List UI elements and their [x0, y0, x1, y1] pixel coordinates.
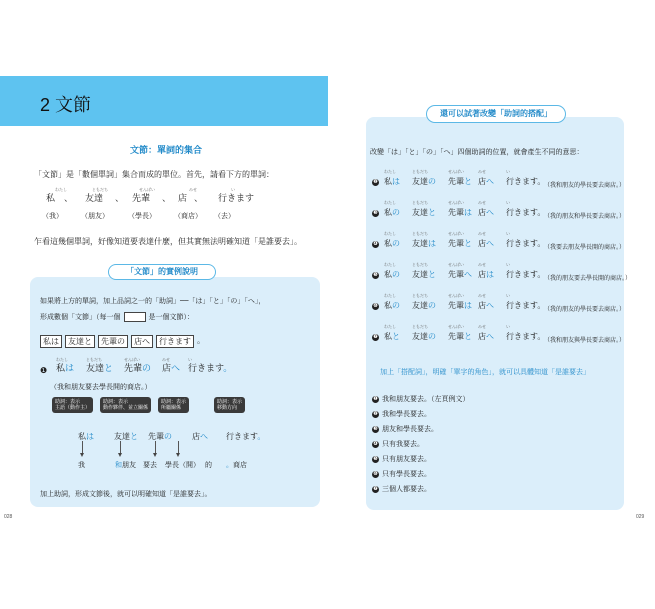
example-word	[506, 302, 545, 310]
particle: は	[486, 270, 494, 279]
ruby: わたし	[384, 169, 396, 174]
word-ruby: せんぱい	[139, 187, 155, 192]
example-word	[506, 333, 545, 341]
example-word	[448, 333, 472, 341]
example-number: ❸	[373, 210, 378, 216]
word-gloss: （朋友）	[81, 212, 109, 220]
word-main: 先輩	[448, 208, 464, 217]
example-translation: （我的朋友和學長要去商店。）	[544, 213, 626, 220]
word-main: 我	[78, 461, 85, 469]
particle-callout	[158, 397, 189, 413]
ruby: ともだち	[412, 169, 428, 174]
section-title: 文節：單詞的集合	[130, 145, 203, 155]
word-main: 朋友	[122, 461, 136, 469]
particle: へ	[486, 239, 494, 248]
segment-box: 私は	[40, 335, 62, 348]
word-main: 行きます。	[506, 239, 546, 248]
particle: へ	[486, 208, 494, 217]
answer-number: ❺	[373, 456, 378, 462]
translation-word	[143, 460, 157, 470]
word-main: 要去	[143, 461, 157, 469]
word-main: 行きます。	[506, 332, 546, 341]
ruby: みせ	[478, 262, 486, 267]
word-main: 行きます	[188, 364, 224, 374]
right-intro: 改變「は」「と」「の」「へ」四個助詞的位置，就會產生不同的意思：	[370, 148, 584, 156]
example-number: ❺	[373, 272, 378, 278]
example-word	[506, 240, 545, 248]
particle: 。	[223, 364, 233, 374]
answer-text: 朋友和學長要去。	[382, 425, 438, 433]
word-main: 友達	[86, 364, 105, 374]
answer-number: ❹	[373, 441, 378, 447]
example-number: ❻	[373, 303, 378, 309]
answer-number: ❷	[373, 411, 378, 417]
right-pill: 還可以試著改變「助詞的搭配」	[426, 105, 566, 123]
answer-number: ❸	[373, 426, 378, 432]
word-ruby: わたし	[55, 187, 67, 192]
particle: へ	[200, 432, 208, 441]
particle: の	[428, 332, 436, 341]
particle: は	[464, 208, 472, 217]
diagram	[30, 395, 320, 480]
right-note: 加上「搭配詞」，明確「單字的角色」，就可以具體知道「是誰要去」	[380, 368, 590, 376]
down-arrow	[153, 453, 157, 457]
particle: は	[428, 239, 436, 248]
ruby: ともだち	[412, 293, 428, 298]
word-main: 店	[192, 432, 200, 441]
callout-line: 助詞：表示	[217, 399, 243, 405]
word-main: 店	[162, 364, 172, 374]
example-word	[412, 333, 436, 341]
ruby: わたし	[384, 200, 396, 205]
word-separator: 、	[194, 194, 204, 204]
callout-line: 助詞：表示	[55, 399, 81, 405]
example-word	[384, 209, 400, 217]
example-word	[506, 271, 545, 279]
translation-word	[226, 460, 247, 470]
particle: へ	[486, 177, 494, 186]
example-word	[478, 302, 494, 310]
example-word	[412, 271, 436, 279]
down-line	[120, 441, 121, 453]
down-arrow	[80, 453, 84, 457]
ruby: みせ	[478, 169, 486, 174]
translation-word	[205, 460, 212, 470]
segment-box-sample	[124, 312, 146, 322]
diagram-word	[226, 431, 265, 442]
particle: と	[464, 177, 472, 186]
word-main: 友達	[412, 239, 428, 248]
answer-number: ❻	[373, 471, 378, 477]
word-main: 私	[78, 432, 86, 441]
down-arrow	[176, 453, 180, 457]
word-gloss: （去）	[214, 212, 235, 220]
particle: 和	[115, 461, 122, 469]
example-number: ❼	[373, 334, 378, 340]
word-gloss: （商店）	[174, 212, 202, 220]
example-translation: （我的朋友的學長要去商店。）	[544, 306, 626, 313]
page-number-left: 028	[4, 514, 13, 520]
answer-text: 只有我要去。	[382, 440, 424, 448]
word-main: 私	[384, 208, 392, 217]
word-list	[40, 188, 280, 226]
word-main: 私	[384, 177, 392, 186]
conclusion-text: 加上助詞，形成文節後，就可以明確知道「是誰要去」。	[40, 490, 212, 498]
word-ruby: い	[231, 187, 235, 192]
word-main: 先輩	[448, 270, 464, 279]
ruby: い	[506, 231, 510, 236]
ruby: わたし	[384, 262, 396, 267]
word-main: 行きます	[226, 432, 258, 441]
ruby: い	[506, 324, 510, 329]
ruby: みせ	[478, 293, 486, 298]
example-word	[478, 271, 494, 279]
word-separator: 、	[115, 194, 125, 204]
answer-text: 只有朋友要去。	[382, 455, 431, 463]
example-word	[412, 178, 436, 186]
answer-text: 三個人都要去。	[382, 485, 431, 493]
ruby: い	[188, 357, 192, 362]
word-main: 的	[205, 461, 212, 469]
example-word	[478, 178, 494, 186]
right-examples	[372, 169, 632, 350]
example-number: ❹	[373, 241, 378, 247]
example-word	[412, 302, 436, 310]
word-main: 友達	[412, 177, 428, 186]
example-word	[478, 240, 494, 248]
ruby: せんぱい	[448, 262, 464, 267]
word-main: 先輩	[448, 332, 464, 341]
example-word	[478, 333, 494, 341]
word-separator: 、	[162, 194, 172, 204]
word-gloss: （學長）	[128, 212, 156, 220]
diagram-word	[148, 431, 172, 442]
particle: と	[104, 364, 114, 374]
example-word	[86, 365, 113, 374]
example-word	[506, 209, 545, 217]
answer-text: 我和朋友要去。（左頁例文）	[382, 395, 470, 403]
word-text: 先輩	[132, 194, 151, 204]
particle: と	[464, 332, 472, 341]
word-separator: 、	[64, 194, 74, 204]
question-text: 乍看這幾個單詞，好像知道要表達什麼，但其實無法明確知道「是誰要去」。	[34, 237, 302, 246]
ruby: い	[506, 262, 510, 267]
ruby: みせ	[478, 200, 486, 205]
example-word	[448, 178, 472, 186]
callout-line: 助詞：表示	[161, 399, 187, 405]
word-main: 店	[478, 332, 486, 341]
translation-word	[78, 460, 85, 470]
callout-line: 移動方向	[217, 405, 238, 411]
example-word	[478, 209, 494, 217]
example-pill: 「文節」的實例說明	[108, 264, 216, 280]
example-translation: （我要去朋友學長開的商店。）	[544, 244, 626, 251]
particle: の	[392, 208, 400, 217]
word-main: 先輩	[124, 364, 143, 374]
word-main: 行きます。	[506, 208, 546, 217]
example-word	[56, 365, 74, 374]
ruby: ともだち	[412, 324, 428, 329]
ruby: ともだち	[412, 231, 428, 236]
callout-line: 主語（動作主）	[55, 405, 91, 411]
particle: の	[428, 301, 436, 310]
answer-text: 我和學長要去。	[382, 410, 431, 418]
word-main: 店	[478, 208, 486, 217]
ruby: せんぱい	[448, 293, 464, 298]
word-main: 私	[384, 270, 392, 279]
particle: へ	[171, 364, 181, 374]
example-word	[384, 178, 400, 186]
answer-number: ❼	[373, 486, 378, 492]
particle-callout	[214, 397, 245, 413]
segment-box: 店へ	[131, 335, 153, 348]
word-text: 店	[178, 194, 188, 204]
word-main: 私	[384, 239, 392, 248]
example-number: ❷	[373, 179, 378, 185]
ruby: ともだち	[86, 357, 102, 362]
example-1-translation: （我和朋友要去學長開的商店。）	[50, 383, 152, 391]
intro-text: 「文節」是「數個單詞」集合而成的單位。首先，請看下方的單詞：	[34, 170, 274, 179]
translation-word	[115, 460, 136, 470]
word-main: 店	[478, 301, 486, 310]
word-main: 友達	[412, 208, 428, 217]
word-main: 先輩	[448, 177, 464, 186]
word-main: 私	[56, 364, 66, 374]
word-main: 先輩	[448, 301, 464, 310]
answer-text: 只有學長要去。	[382, 470, 431, 478]
example-number: ❶	[40, 366, 48, 375]
segment-end: 。	[197, 336, 205, 345]
example-translation: （我的朋友要去學長開的商店。）	[544, 275, 632, 282]
example-word	[448, 302, 472, 310]
word-main: 學長（開）	[165, 461, 200, 469]
answer-number: ❶	[373, 396, 378, 402]
callout-line: 助詞：表示	[103, 399, 129, 405]
particle-callout	[100, 397, 151, 413]
particle: と	[428, 270, 436, 279]
example-word	[384, 240, 400, 248]
diagram-word	[78, 431, 94, 442]
callout-line: 所屬關係	[161, 405, 182, 411]
segment-box: 友達と	[65, 335, 95, 348]
ruby: せんぱい	[124, 357, 140, 362]
word-text: 友達	[85, 194, 104, 204]
word-main: 友達	[412, 332, 428, 341]
ruby: みせ	[478, 231, 486, 236]
example-word	[188, 365, 232, 374]
particle: と	[428, 208, 436, 217]
ruby: ともだち	[412, 262, 428, 267]
ruby: わたし	[56, 357, 68, 362]
segment-box: 行きます	[156, 335, 194, 348]
ruby: い	[506, 200, 510, 205]
particle: の	[392, 239, 400, 248]
particle: の	[142, 364, 152, 374]
ruby: せんぱい	[448, 324, 464, 329]
word-main: 友達	[412, 270, 428, 279]
ruby: せんぱい	[448, 169, 464, 174]
ruby: わたし	[384, 324, 396, 329]
example-word	[448, 271, 472, 279]
particle: の	[392, 301, 400, 310]
word-text: 行きます	[218, 194, 255, 204]
ruby: みせ	[478, 324, 486, 329]
particle: 。	[226, 461, 233, 469]
particle: へ	[464, 270, 472, 279]
down-line	[155, 441, 156, 453]
word-main: 私	[384, 332, 392, 341]
word-gloss: （我）	[42, 212, 63, 220]
diagram-word	[192, 431, 208, 442]
word-text: 私	[46, 194, 56, 204]
example-word	[384, 333, 400, 341]
particle: の	[392, 270, 400, 279]
word-main: 私	[384, 301, 392, 310]
example-translation: （我和朋友與學長要去商店。）	[544, 337, 626, 344]
word-main: 先輩	[448, 239, 464, 248]
example-word	[384, 271, 400, 279]
example-word	[448, 209, 472, 217]
word-main: 店	[478, 270, 486, 279]
word-main: 行きます。	[506, 270, 546, 279]
example-translation: （我和朋友的學長要去商店。）	[544, 182, 626, 189]
word-main: 友達	[114, 432, 130, 441]
ruby: わたし	[384, 231, 396, 236]
page-number-right: 029	[636, 514, 645, 520]
para2: 形成數個「文節」（每一個 是一個文節）：	[40, 313, 194, 321]
word-main: 友達	[412, 301, 428, 310]
example-word	[448, 240, 472, 248]
word-main: 店	[478, 239, 486, 248]
particle: は	[86, 432, 94, 441]
word-main: 行きます。	[506, 301, 546, 310]
down-line	[178, 441, 179, 453]
particle: は	[464, 301, 472, 310]
particle: 。	[257, 432, 266, 441]
segment-box: 先輩の	[98, 335, 128, 348]
particle: の	[164, 432, 172, 441]
word-main: 店	[478, 177, 486, 186]
page-title: 2 文節	[40, 95, 92, 115]
particle: は	[65, 364, 75, 374]
example-word	[412, 209, 436, 217]
word-main: 商店	[233, 461, 247, 469]
translation-word	[165, 460, 200, 470]
word-ruby: ともだち	[92, 187, 108, 192]
particle: の	[428, 177, 436, 186]
ruby: みせ	[162, 357, 170, 362]
down-arrow	[118, 453, 122, 457]
particle: は	[392, 177, 400, 186]
particle: と	[392, 332, 400, 341]
particle: へ	[486, 332, 494, 341]
diagram-word	[114, 431, 138, 442]
ruby: せんぱい	[448, 200, 464, 205]
callout-line: 動作夥伴、並立關係	[103, 405, 149, 411]
particle: へ	[486, 301, 494, 310]
word-main: 行きます。	[506, 177, 546, 186]
example-word	[384, 302, 400, 310]
example-word	[412, 240, 436, 248]
word-ruby: みせ	[189, 187, 197, 192]
down-line	[82, 441, 83, 453]
ruby: い	[506, 169, 510, 174]
word-main: 先輩	[148, 432, 164, 441]
particle-callout	[52, 397, 93, 413]
example-word	[124, 365, 151, 374]
example-1	[40, 358, 300, 380]
particle: と	[130, 432, 138, 441]
example-word	[162, 365, 180, 374]
answer-list	[372, 394, 612, 504]
para1: 如果將上方的單詞，加上品詞之一的「助詞」──「は」「と」「の」「へ」，	[40, 297, 266, 305]
particle: と	[464, 239, 472, 248]
ruby: わたし	[384, 293, 396, 298]
example-word	[506, 178, 545, 186]
ruby: せんぱい	[448, 231, 464, 236]
ruby: ともだち	[412, 200, 428, 205]
ruby: い	[506, 293, 510, 298]
